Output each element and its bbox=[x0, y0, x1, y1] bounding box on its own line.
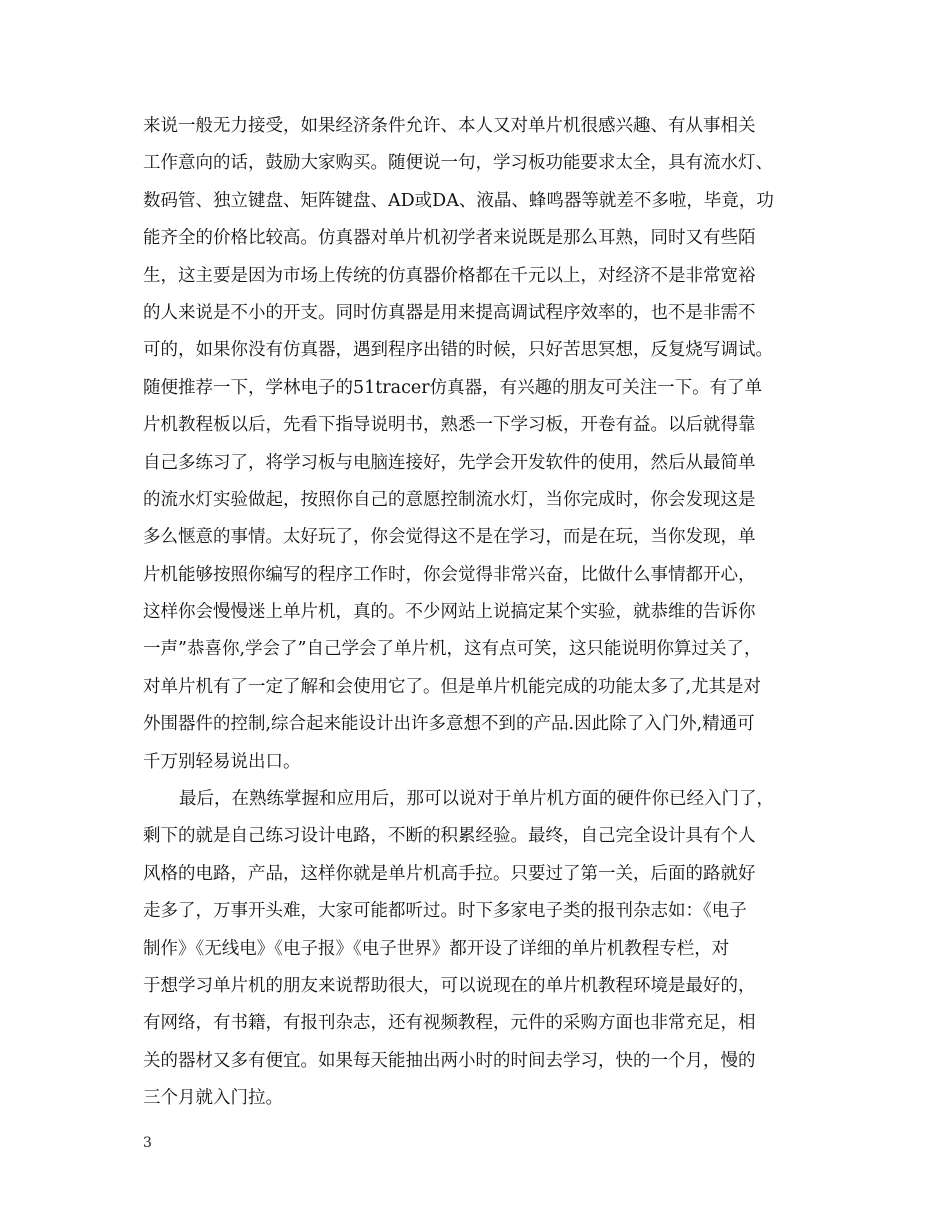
text-line: 数码管、独立键盘、矩阵键盘、AD或DA、液晶、蜂鸣器等就差不多啦，毕竟，功 bbox=[143, 190, 774, 211]
text-line: 来说一般无力接受，如果经济条件允许、本人又对单片机很感兴趣、有从事相关 bbox=[143, 116, 756, 136]
text-line: 可的，如果你没有仿真器，遇到程序出错的时候，只好苦思冥想，反复烧写调试。 bbox=[143, 340, 773, 361]
text-line: 生，这主要是因为市场上传统的仿真器价格都在千元以上，对经济不是非常宽裕 bbox=[143, 265, 756, 286]
paragraph-start-line: 最后，在熟练掌握和应用后，那可以说对于单片机方面的硬件你已经入门了， bbox=[179, 789, 774, 810]
text-line: 对单片机有了一定了解和会使用它了。但是单片机能完成的功能太多了,尤其是对 bbox=[143, 676, 762, 697]
text-line: 剩下的就是自己练习设计电路，不断的积累经验。最终，自己完全设计具有个人 bbox=[143, 826, 756, 847]
text-line: 能齐全的价格比较高。仿真器对单片机初学者来说既是那么耳熟，同时又有些陌 bbox=[143, 228, 756, 249]
text-line: 自己多练习了，将学习板与电脑连接好，先学会开发软件的使用，然后从最简单 bbox=[143, 452, 756, 473]
text-line: 片机教程板以后，先看下指导说明书，熟悉一下学习板，开卷有益。以后就得靠 bbox=[143, 415, 756, 436]
text-line: 外围器件的控制,综合起来能设计出许多意想不到的产品.因此除了入门外,精通可 bbox=[143, 714, 755, 735]
text-line: 的流水灯实验做起，按照你自己的意愿控制流水灯，当你完成时，你会发现这是 bbox=[143, 489, 756, 510]
text-line: 随便推荐一下，学林电子的51tracer仿真器，有兴趣的朋友可关注一下。有了单 bbox=[143, 377, 763, 398]
text-line: 三个月就入门拉。 bbox=[143, 1088, 283, 1109]
text-line: 有网络，有书籍，有报刊杂志，还有视频教程，元件的采购方面也非常充足，相 bbox=[143, 1013, 756, 1034]
text-line: 多么惬意的事情。太好玩了，你会觉得这不是在学习，而是在玩，当你发现，单 bbox=[143, 527, 756, 548]
text-line: 制作》《无线电》《电子报》《电子世界》都开设了详细的单片机教程专栏，对 bbox=[143, 938, 730, 959]
text-line: 千万别轻易说出口。 bbox=[143, 751, 301, 772]
text-line: 关的器材又多有便宜。如果每天能抽出两小时的时间去学习，快的一个月，慢的 bbox=[143, 1050, 756, 1071]
text-line: 风格的电路，产品，这样你就是单片机高手拉。只要过了第一关，后面的路就好 bbox=[143, 863, 756, 884]
text-line: 片机能够按照你编写的程序工作时，你会觉得非常兴奋，比做什么事情都开心， bbox=[143, 564, 756, 585]
page-number: 3 bbox=[143, 1135, 152, 1151]
text-line: 工作意向的话，鼓励大家购买。随便说一句，学习板功能要求太全，具有流水灯、 bbox=[143, 153, 773, 174]
text-line: 的人来说是不小的开支。同时仿真器是用来提高调试程序效率的，也不是非需不 bbox=[143, 302, 756, 323]
text-line: 于想学习单片机的朋友来说帮助很大，可以说现在的单片机教程环境是最好的， bbox=[143, 975, 756, 996]
text-line: 一声”恭喜你,学会了”自己学会了单片机，这有点可笑，这只能说明你算过关了， bbox=[143, 639, 762, 660]
body-text bbox=[143, 108, 813, 1118]
text-line: 走多了，万事开头难，大家可能都听过。时下多家电子类的报刊杂志如：《电子 bbox=[143, 901, 747, 922]
text-line: 这样你会慢慢迷上单片机，真的。不少网站上说搞定某个实验，就恭维的告诉你 bbox=[143, 602, 756, 623]
